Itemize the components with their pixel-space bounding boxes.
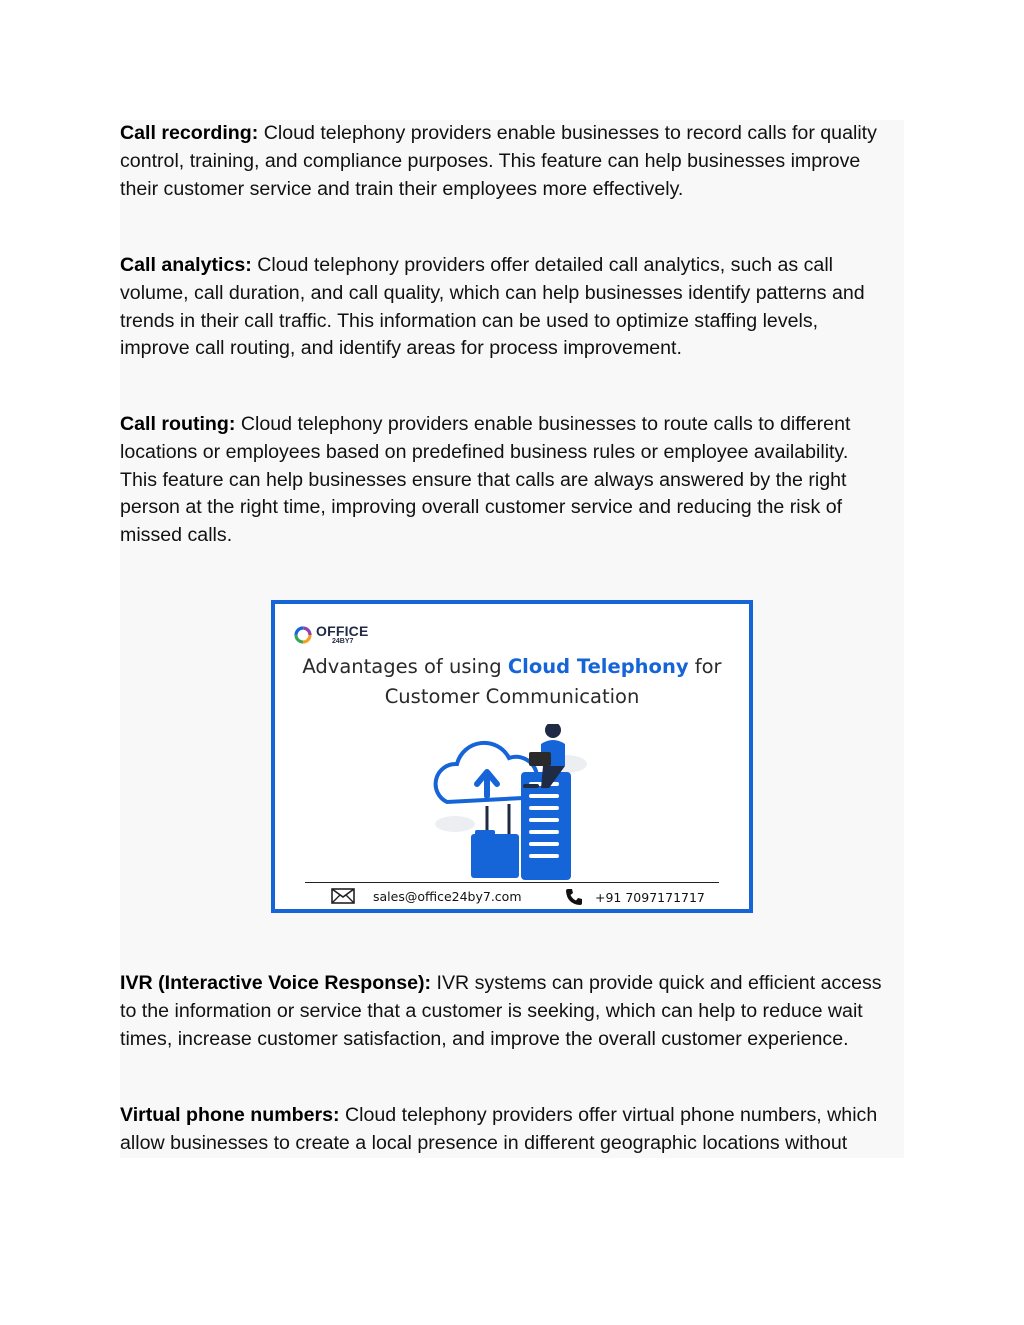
- email-text: sales@office24by7.com: [373, 888, 522, 904]
- footer-divider: [305, 882, 719, 883]
- paragraph-body: Cloud telephony providers enable businesses to record calls for quality control, training, and compliance purposes. This feature can help businesses improve their customer service and train their employees more effectively.: [120, 122, 877, 200]
- paragraph-call-routing: [120, 411, 890, 550]
- contact-phone: [565, 888, 705, 906]
- phone-icon: [565, 888, 583, 906]
- logo-sub-text: 24BY7: [332, 638, 354, 645]
- paragraph-heading: Call recording:: [120, 122, 259, 144]
- logo-main-text: OFFICE: [316, 623, 369, 639]
- paragraph-heading: IVR (Interactive Voice Response):: [120, 972, 432, 994]
- title-text-end: for: [688, 655, 722, 678]
- envelope-icon: [331, 888, 355, 904]
- infographic-title: [275, 652, 749, 712]
- title-text: Advantages of using: [302, 655, 508, 678]
- paragraph-body: Cloud telephony providers offer virtual phone numbers, which allow businesses to create a local presence in different geographic locations without: [120, 1104, 878, 1154]
- paragraph-heading: Call routing:: [120, 413, 236, 435]
- paragraph-body: IVR systems can provide quick and efficient access to the information or service that a customer is seeking, which can help to reduce wait times, increase customer satisfaction, and improve the overall customer experience.: [120, 972, 882, 1050]
- paragraph-call-analytics: [120, 252, 890, 363]
- title-line-2: Customer Communication: [384, 685, 640, 708]
- paragraph-heading: Virtual phone numbers:: [120, 1104, 340, 1126]
- document-page: [120, 120, 904, 1158]
- title-highlight: Cloud Telephony: [507, 655, 689, 678]
- office24by7-logo: [293, 624, 369, 645]
- paragraph-virtual-phone-numbers: [120, 1102, 890, 1158]
- cloud-upload-icon: [425, 724, 605, 884]
- paragraph-heading: Call analytics:: [120, 254, 252, 276]
- infographic-image: [271, 600, 753, 913]
- logo-ring-icon: [293, 625, 313, 645]
- contact-email: [331, 888, 522, 904]
- paragraph-body: Cloud telephony providers enable businesses to route calls to different locations or employees based on predefined business rules or employee availability. This feature can help businesses ensure that calls are always answered by the right person at the right time, improving overall customer service and reducing the risk of missed calls.: [120, 413, 851, 547]
- paragraph-ivr: [120, 970, 890, 1053]
- phone-text: +91 7097171717: [595, 889, 705, 905]
- paragraph-body: Cloud telephony providers offer detailed call analytics, such as call volume, call duration, and call quality, which can help businesses identify patterns and trends in their call traffic. This information can be used to optimize staffing levels, improve call routing, and identify areas for process improvement.: [120, 254, 865, 360]
- paragraph-call-recording: [120, 120, 890, 203]
